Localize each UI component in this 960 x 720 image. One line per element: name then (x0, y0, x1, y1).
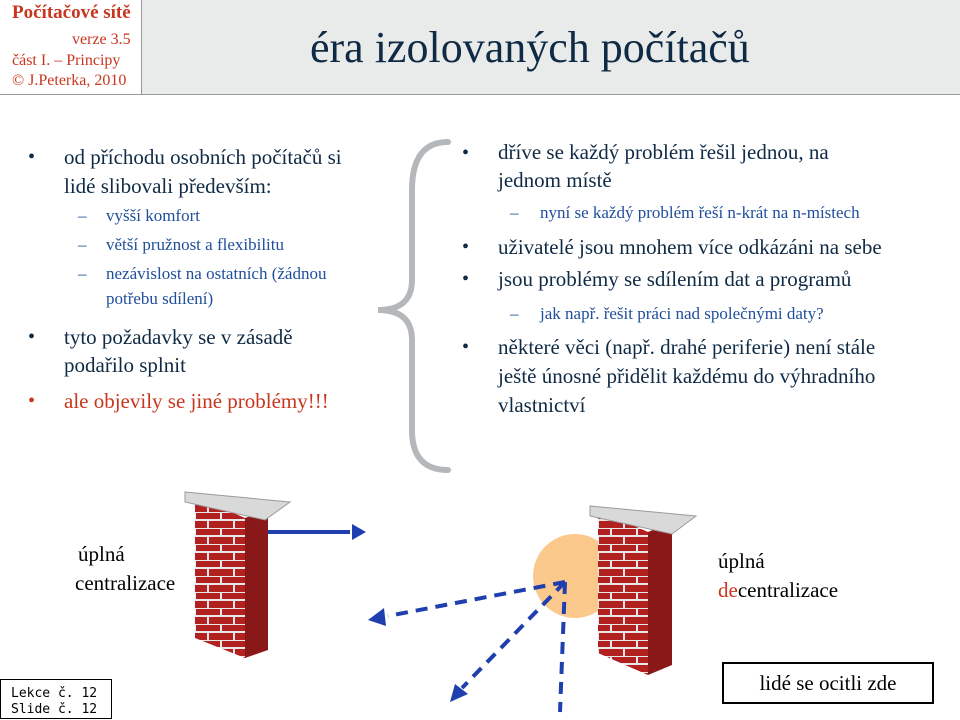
left-brick-pillar (185, 492, 290, 658)
curly-brace (370, 130, 460, 480)
slide-number: Slide č. 12 (11, 702, 98, 717)
dash-marker: – (78, 235, 87, 254)
course-info-box (0, 0, 142, 95)
left-sub-3-line-1: nezávislost na ostatních (žádnou (106, 264, 327, 283)
right-bullet-4-line-2: ještě únosné přidělit každému do výhradního (498, 364, 876, 388)
centralization-label-line-1: úplná (78, 542, 125, 566)
left-bullet-3: ale objevily se jiné problémy!!! (64, 389, 329, 413)
bullet-marker: • (462, 336, 470, 358)
slide-number-box (0, 679, 112, 719)
copyright: © J.Peterka, 2010 (12, 72, 127, 89)
course-name: Počítačové sítě (12, 2, 131, 23)
right-bullet-4-line-1: některé věci (např. drahé periferie) není stále (498, 335, 876, 359)
dash-marker: – (510, 203, 519, 222)
dash-marker: – (510, 304, 519, 323)
dash-marker: – (78, 264, 87, 283)
decentralization-prefix: de (718, 578, 738, 602)
bullet-marker: • (28, 326, 36, 348)
left-bullet-1-line-1: od příchodu osobních počítačů si (64, 145, 342, 169)
bullet-marker: • (462, 142, 470, 164)
right-brick-pillar (590, 506, 696, 675)
bullet-marker: • (462, 268, 470, 290)
slide-title: éra izolovaných počítačů (310, 23, 750, 72)
right-sub-1: nyní se každý problém řeší n-krát na n-místech (540, 203, 860, 222)
centralization-label-line-2: centralizace (75, 571, 176, 595)
dashed-arrows (388, 582, 565, 712)
solid-arrow (268, 524, 366, 540)
dash-marker: – (78, 206, 87, 225)
people-here-box: lidé se ocitli zde (722, 662, 934, 704)
decentralization-label-line-1: úplná (718, 549, 765, 573)
bullet-marker: • (28, 146, 36, 168)
bullet-marker: • (28, 390, 36, 412)
left-sub-1: vyšší komfort (106, 206, 200, 225)
right-bullet-4-line-3: vlastnictví (498, 393, 586, 417)
left-sub-2: větší pružnost a flexibilitu (106, 235, 284, 254)
right-bullet-1-line-2: jednom místě (498, 168, 612, 192)
decentralization-label-line-2 (718, 577, 838, 604)
right-bullet-3: jsou problémy se sdílením dat a programů (498, 267, 852, 291)
decentralization-rest: centralizace (737, 578, 839, 602)
arrowhead (368, 608, 386, 626)
bullet-marker: • (462, 236, 470, 258)
course-version: verze 3.5 (72, 31, 131, 48)
course-part: část I. – Principy (12, 52, 121, 69)
lecture-number: Lekce č. 12 (11, 686, 98, 701)
right-bullet-1-line-1: dříve se každý problém řešil jednou, na (498, 140, 829, 164)
right-sub-2: jak např. řešit práci nad společnými daty? (540, 304, 824, 323)
left-sub-3-line-2: potřebu sdílení) (106, 289, 214, 308)
left-bullet-2-line-2: podařilo splnit (64, 353, 186, 377)
right-bullet-2: uživatelé jsou mnohem více odkázáni na sebe (498, 235, 882, 259)
left-bullet-2-line-1: tyto požadavky se v zásadě (64, 325, 293, 349)
left-bullet-1-line-2: lidé slibovali především: (64, 174, 272, 198)
